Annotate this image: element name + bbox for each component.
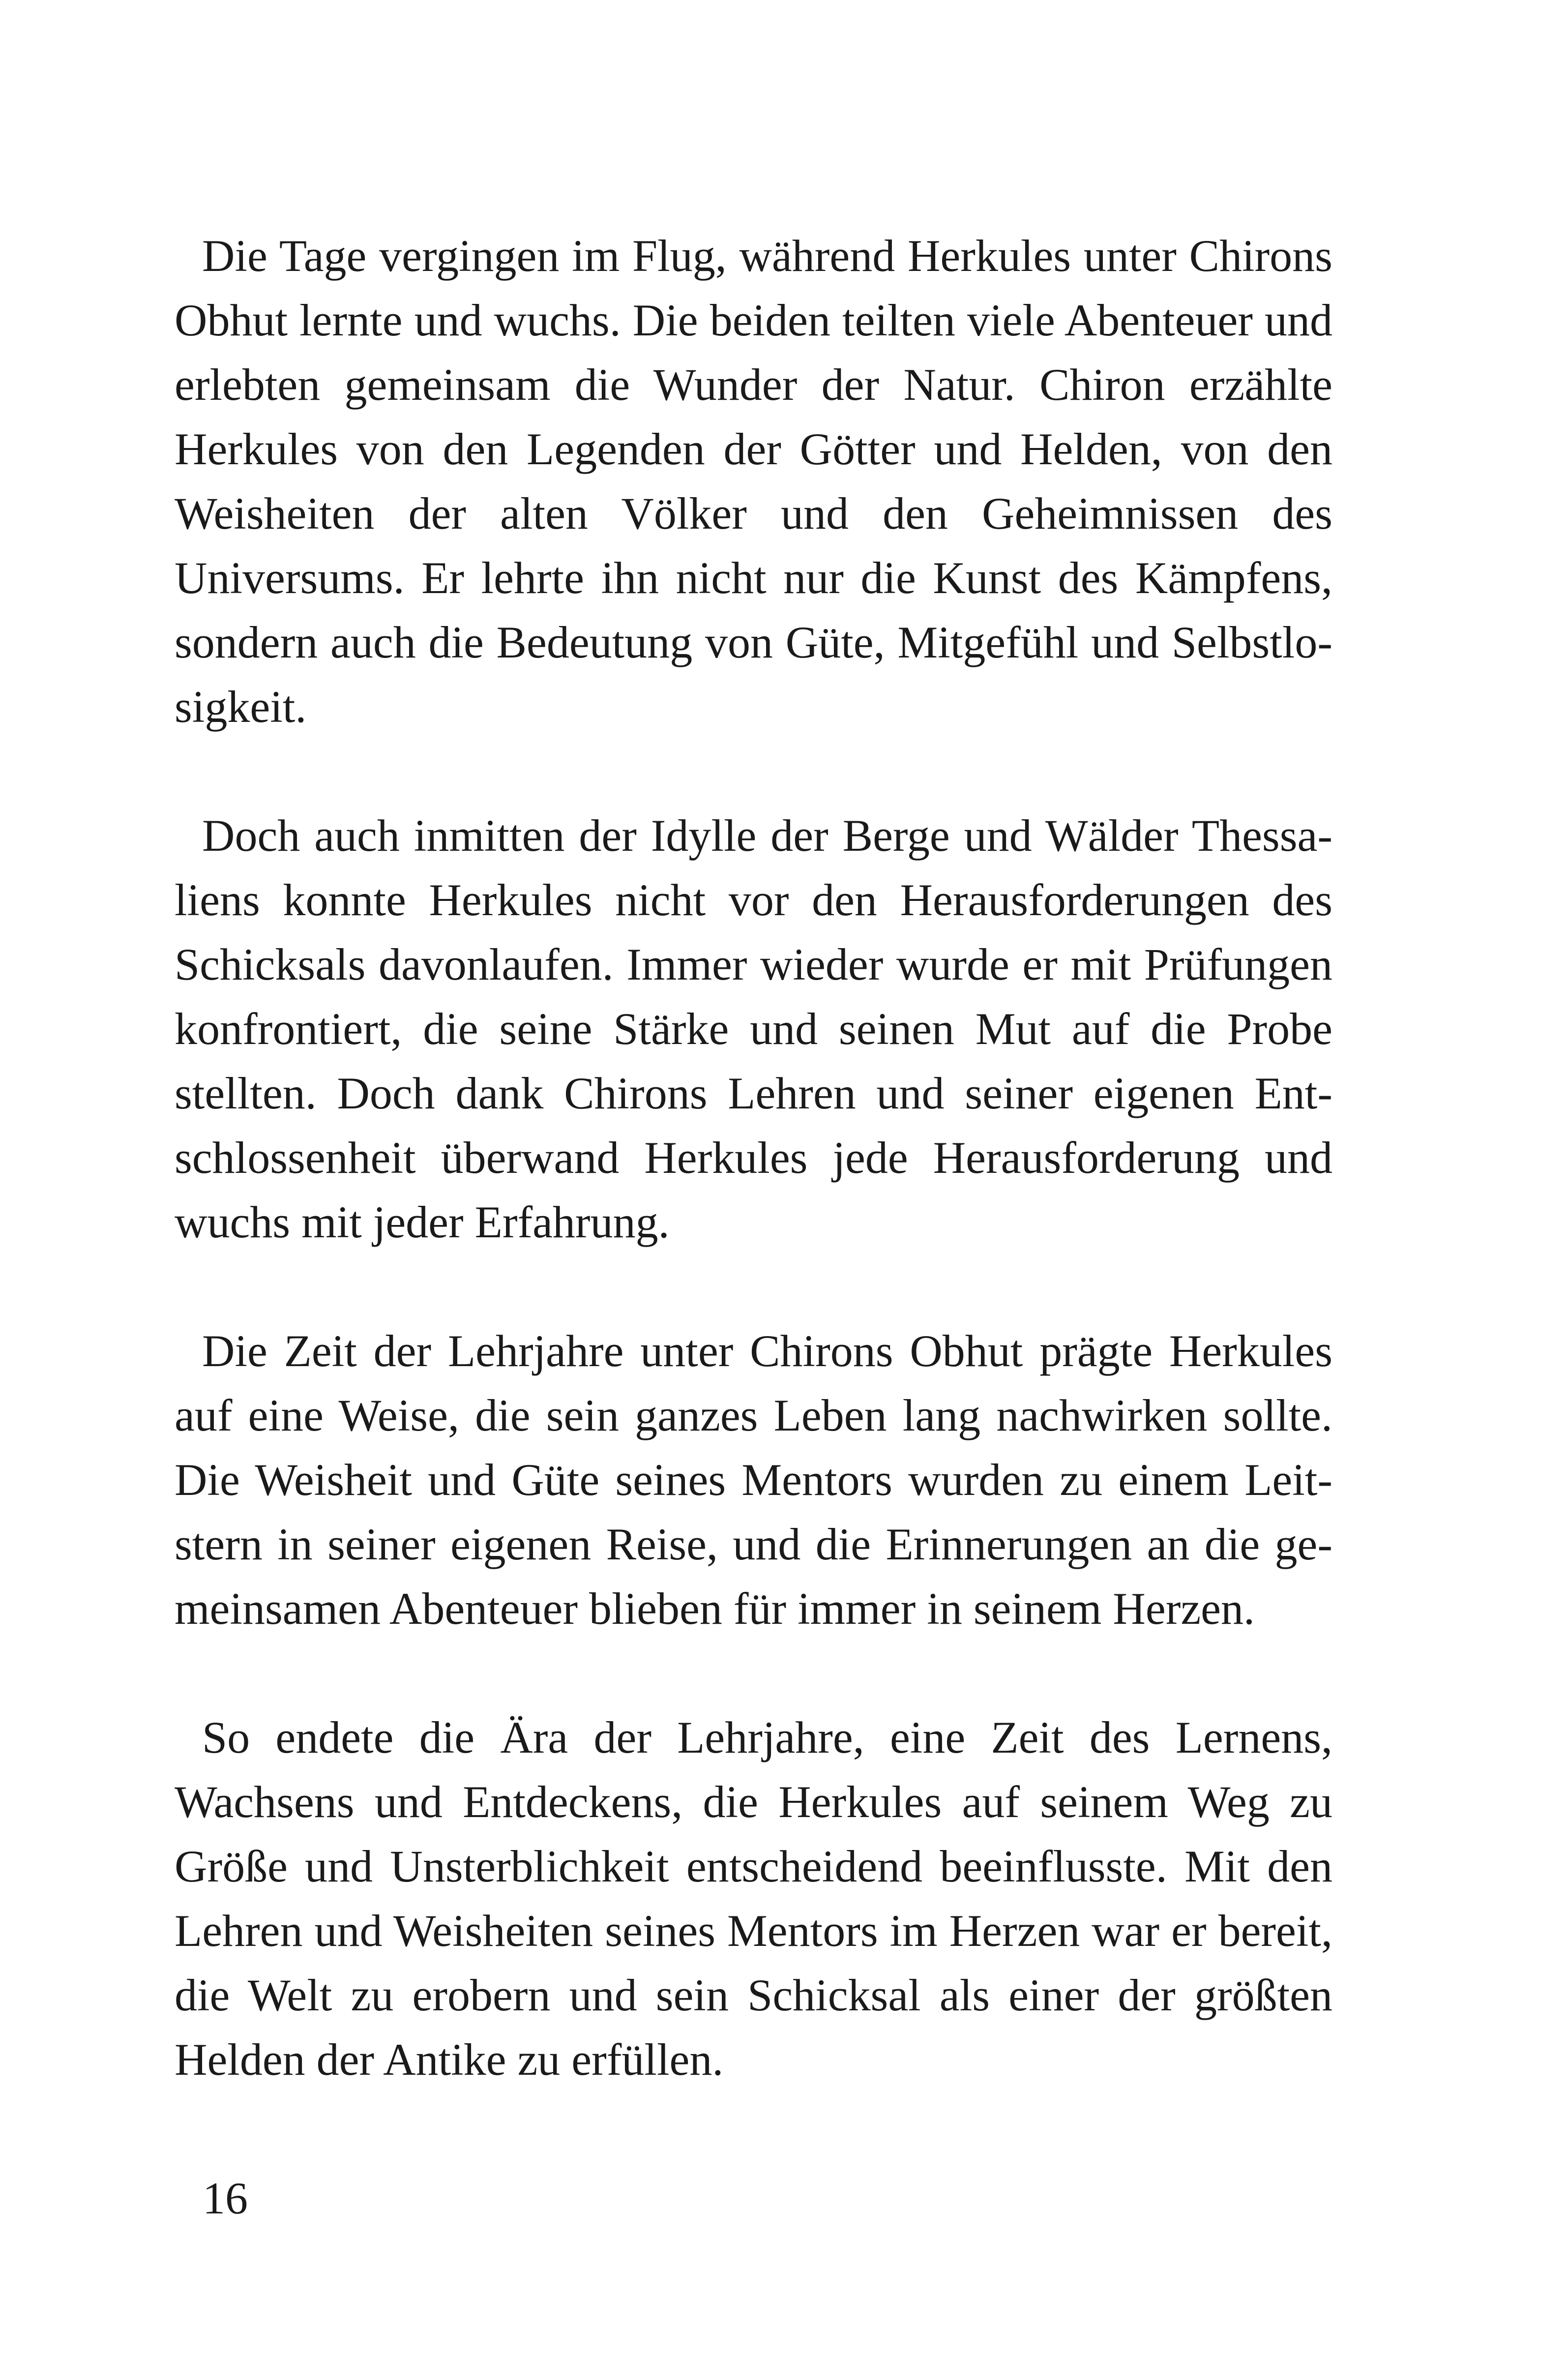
paragraph-3: Die Zeit der Lehrjahre unter Chirons Obhut prägte Herkules auf eine Weise, die sein ganzes Leben lang nachwirken sollte. Die Weisheit und Güte seines Mentors wurden zu einem Leitstern in seiner eigenen Reise, und die Erinnerungen an die gemeinsamen Abenteuer blieben für immer in seinem Herzen. — [175, 1326, 1332, 1634]
paragraph-1: Die Tage vergingen im Flug, während Herkules unter Chirons Obhut lernte und wuchs. Die beiden teilten viele Abenteuer und erlebten gemeinsam die Wunder der Natur. Chiron erzählte Herkules von den Legenden der Götter und Helden, von den Weisheiten der alten Völker und den Geheimnissen des Universums. Er lehrte ihn nicht nur die Kunst des Kämpfens, sondern auch die Bedeutung von Güte, Mitgefühl und Selbstlosigkeit. — [175, 231, 1332, 732]
paragraph-4: So endete die Ära der Lehrjahre, eine Zeit des Lernens, Wachsens und Entdeckens, die Herkules auf seinem Weg zu Größe und Unsterblichkeit entscheidend beeinflusste. Mit den Lehren und Weisheiten seines Mentors im Herzen war er bereit, die Welt zu erobern und sein Schicksal als einer der größten Helden der Antike zu erfüllen. — [175, 1712, 1332, 2085]
page-number: 16 — [203, 2173, 248, 2223]
body-text — [175, 224, 1332, 2092]
paragraph-2: Doch auch inmitten der Idylle der Berge und Wälder Thessaliens konnte Herkules nicht vor den Herausforderungen des Schicksals davonlaufen. Immer wieder wurde er mit Prüfungen konfrontiert, die seine Stärke und seinen Mut auf die Probe stellten. Doch dank Chirons Lehren und seiner eigenen Entschlossenheit überwand Herkules jede Herausforderung und wuchs mit jeder Erfahrung. — [175, 810, 1332, 1247]
